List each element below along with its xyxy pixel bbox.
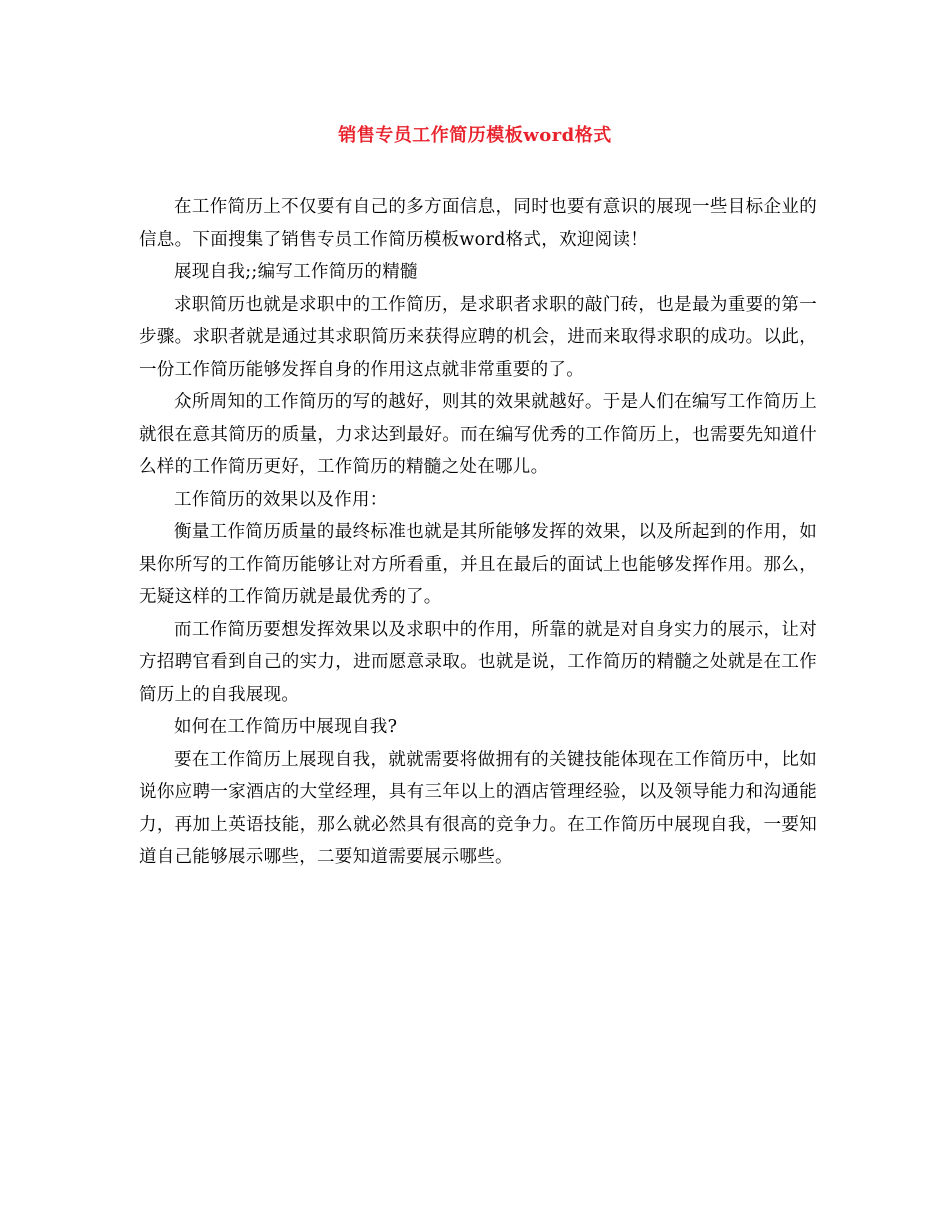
paragraph-how-to: 要在工作简历上展现自我，就就需要将做拥有的关键技能体现在工作简历中，比如说你应聘一家酒店的大堂经理，具有三年以上的酒店管理经验，以及领导能力和沟通能力，再加上英语技能，那么就必然具有很高的竞争力。在工作简历中展现自我，一要知道自己能够展示哪些，二要知道需要展示哪些。 xyxy=(139,749,817,867)
paragraph-resume-quality: 众所周知的工作简历的写的越好，则其的效果就越好。于是人们在编写工作简历上就很在意其简历的质量，力求达到最好。而在编写优秀的工作简历上，也需要先知道什么样的工作简历更好，工作简历的精髓之处在哪儿。 xyxy=(139,392,817,477)
section-heading-how-to: 如何在工作简历中展现自我? xyxy=(174,717,398,737)
document-body xyxy=(139,191,817,874)
paragraph-self-display: 而工作简历要想发挥效果以及求职中的作用，所靠的就是对自身实力的展示，让对方招聘官看到自己的实力，进而愿意录取。也就是说，工作简历的精髓之处就是在工作简历上的自我展现。 xyxy=(139,619,817,705)
document-title: 销售专员工作简历模板word格式 xyxy=(338,125,612,146)
paragraph-intro: 在工作简历上不仅要有自己的多方面信息，同时也要有意识的展现一些目标企业的信息。下面搜集了销售专员工作简历模板word格式，欢迎阅读！ xyxy=(139,197,817,250)
section-heading-effect: 工作简历的效果以及作用： xyxy=(174,489,388,510)
paragraph-resume-importance: 求职简历也就是求职中的工作简历，是求职者求职的敲门砖，也是最为重要的第一步骤。求职者就是通过其求职简历来获得应聘的机会，进而来取得求职的成功。以此，一份工作简历能够发挥自身的作用这点就非常重要的了。 xyxy=(139,294,817,380)
paragraph-effect-standard: 衡量工作简历质量的最终标准也就是其所能够发挥的效果，以及所起到的作用，如果你所写的工作简历能够让对方所看重，并且在最后的面试上也能够发挥作用。那么，无疑这样的工作简历就是最优秀的了。 xyxy=(139,522,817,607)
section-heading-show-self: 展现自我;;编写工作简历的精髓 xyxy=(174,262,418,282)
